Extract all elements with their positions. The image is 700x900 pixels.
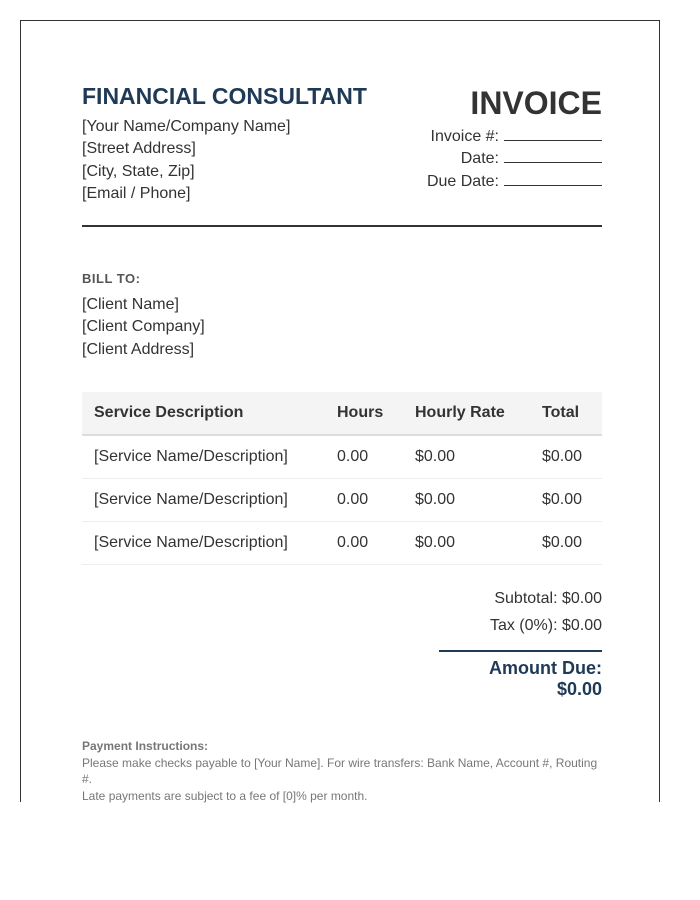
invoice-number-row [427,126,602,148]
invoice-title: INVOICE [470,85,602,121]
subtotal: Subtotal: $0.00 [494,590,602,607]
sender-street: [Street Address] [82,140,196,158]
cell-hours: 0.00 [337,522,415,565]
cell-total: $0.00 [542,479,602,522]
sender-contact: [Email / Phone] [82,184,191,202]
header-service-description: Service Description [82,392,337,435]
payment-instructions [82,738,602,804]
payment-line-1: Please make checks payable to [Your Name]. For wire transfers: Bank Name, Account #, Routing #. [82,755,598,786]
cell-rate: $0.00 [415,479,542,522]
table-row [82,479,602,522]
header-hours: Hours [337,392,415,435]
client-street: [Client Address] [82,340,195,358]
tax: Tax (0%): $0.00 [489,617,602,634]
header-total: Total [542,392,602,435]
company-title: FINANCIAL CONSULTANT [82,83,367,109]
client-address [82,294,205,361]
cell-service: [Service Name/Description] [82,435,337,479]
payment-label: Payment Instructions: [82,739,209,753]
payment-line-2: Late payments are subject to a fee of [0]% per month. [82,788,368,803]
cell-service: [Service Name/Description] [82,479,337,522]
invoice-date-label: Date: [460,150,499,168]
sender-name: [Your Name/Company Name] [82,118,291,135]
cell-hours: 0.00 [337,435,415,479]
amount-due: Amount Due: $0.00 [439,650,602,700]
services-table [82,392,602,565]
cell-rate: $0.00 [415,522,542,565]
invoice-meta [427,126,602,193]
cell-total: $0.00 [542,522,602,565]
invoice-number-label: Invoice #: [430,128,499,145]
client-name: [Client Name] [82,296,179,313]
due-date-blank [504,171,602,186]
cell-hours: 0.00 [337,479,415,522]
sender-city: [City, State, Zip] [82,162,195,180]
client-company: [Client Company] [82,318,205,336]
sender-address [82,116,290,205]
cell-service: [Service Name/Description] [82,522,337,565]
cell-rate: $0.00 [415,435,542,479]
header-hourly-rate: Hourly Rate [415,392,542,435]
invoice-date-blank [504,148,602,163]
table-row [82,522,602,565]
invoice-date-row [427,148,602,170]
totals-block [490,585,602,639]
table-row [82,435,602,479]
invoice-header [82,83,602,227]
due-date-label: Due Date: [426,172,499,190]
cell-total: $0.00 [542,435,602,479]
due-date-row [427,171,602,193]
table-header-row [82,392,602,435]
bill-to-label: BILL TO: [82,271,141,286]
invoice-page [20,20,660,802]
invoice-number-blank [504,126,602,141]
